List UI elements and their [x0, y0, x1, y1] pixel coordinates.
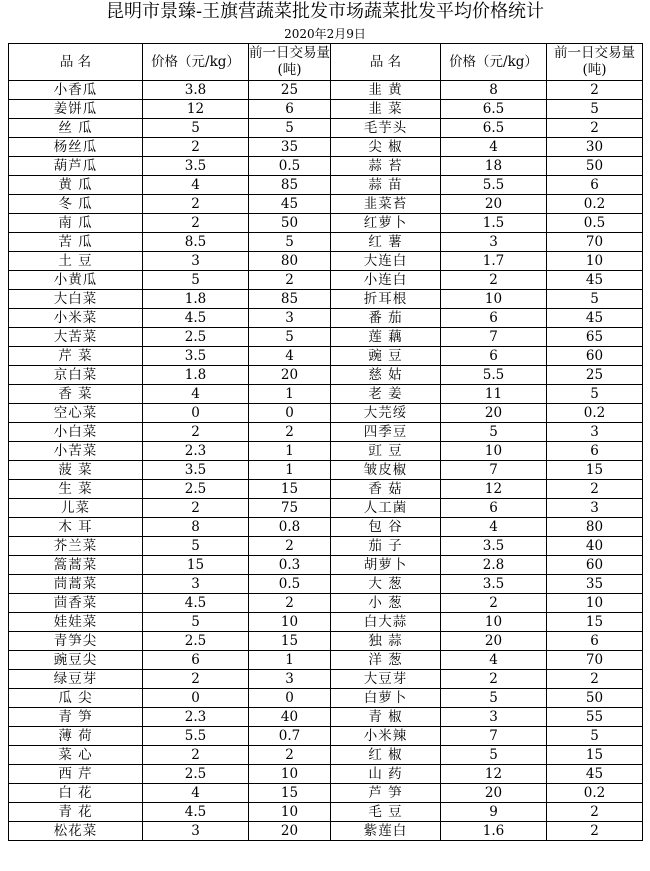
- volume-left: 40: [249, 708, 331, 727]
- volume-left: 20: [249, 822, 331, 841]
- volume-left: 3: [249, 309, 331, 328]
- vegetable-name-left: 冬 瓜: [9, 195, 143, 214]
- price-right: 7: [441, 727, 547, 746]
- price-left: 2: [143, 670, 249, 689]
- volume-right: 50: [547, 689, 643, 708]
- price-left: 5: [143, 271, 249, 290]
- volume-right: 65: [547, 328, 643, 347]
- price-right: 4: [441, 138, 547, 157]
- price-right: 4: [441, 651, 547, 670]
- price-right: 2.8: [441, 556, 547, 575]
- table-row: [9, 214, 643, 233]
- volume-left: 15: [249, 784, 331, 803]
- vegetable-name-left: 娃娃菜: [9, 613, 143, 632]
- vegetable-name-left: 青 花: [9, 803, 143, 822]
- vegetable-name-right: 尖 椒: [331, 138, 441, 157]
- volume-left: 2: [249, 594, 331, 613]
- vegetable-name-left: 空心菜: [9, 404, 143, 423]
- vegetable-name-right: 折耳根: [331, 290, 441, 309]
- volume-right: 5: [547, 385, 643, 404]
- volume-left: 0: [249, 404, 331, 423]
- price-right: 3.5: [441, 575, 547, 594]
- vegetable-name-right: 山 药: [331, 765, 441, 784]
- vegetable-name-right: 毛芋头: [331, 119, 441, 138]
- volume-left: 0.5: [249, 575, 331, 594]
- price-left: 3: [143, 822, 249, 841]
- price-right: 10: [441, 290, 547, 309]
- table-row: [9, 138, 643, 157]
- vegetable-name-right: 小 葱: [331, 594, 441, 613]
- vegetable-name-left: 小米菜: [9, 309, 143, 328]
- vegetable-name-right: 韭菜苔: [331, 195, 441, 214]
- price-left: 3: [143, 252, 249, 271]
- price-right: 20: [441, 195, 547, 214]
- table-row: [9, 613, 643, 632]
- table-row: [9, 233, 643, 252]
- price-right: 12: [441, 765, 547, 784]
- vegetable-name-right: 豌 豆: [331, 347, 441, 366]
- table-row: [9, 100, 643, 119]
- vegetable-name-left: 菠 菜: [9, 461, 143, 480]
- price-left: 2.5: [143, 328, 249, 347]
- price-left: 4: [143, 784, 249, 803]
- volume-left: 1: [249, 651, 331, 670]
- price-left: 3.5: [143, 347, 249, 366]
- header-volume-right: 前一日交易量(吨): [547, 44, 643, 81]
- vegetable-name-left: 小白菜: [9, 423, 143, 442]
- price-right: 5.5: [441, 176, 547, 195]
- volume-right: 40: [547, 537, 643, 556]
- vegetable-name-right: 独 蒜: [331, 632, 441, 651]
- price-left: 5.5: [143, 727, 249, 746]
- volume-right: 5: [547, 100, 643, 119]
- volume-left: 5: [249, 233, 331, 252]
- table-row: [9, 328, 643, 347]
- table-row: [9, 575, 643, 594]
- table-row: [9, 727, 643, 746]
- volume-right: 45: [547, 765, 643, 784]
- vegetable-name-right: 莲 藕: [331, 328, 441, 347]
- price-right: 10: [441, 442, 547, 461]
- table-row: [9, 366, 643, 385]
- table-row: [9, 518, 643, 537]
- volume-left: 5: [249, 119, 331, 138]
- volume-left: 0.5: [249, 157, 331, 176]
- price-left: 15: [143, 556, 249, 575]
- vegetable-name-right: 洋 葱: [331, 651, 441, 670]
- vegetable-name-right: 人工菌: [331, 499, 441, 518]
- vegetable-name-left: 篙蒿菜: [9, 556, 143, 575]
- price-right: 7: [441, 328, 547, 347]
- vegetable-name-left: 芹 菜: [9, 347, 143, 366]
- vegetable-name-right: 小连白: [331, 271, 441, 290]
- volume-right: 10: [547, 594, 643, 613]
- vegetable-name-left: 绿豆芽: [9, 670, 143, 689]
- vegetable-name-left: 黄 瓜: [9, 176, 143, 195]
- volume-left: 15: [249, 632, 331, 651]
- vegetable-name-left: 小苦菜: [9, 442, 143, 461]
- price-left: 3.5: [143, 461, 249, 480]
- volume-right: 50: [547, 157, 643, 176]
- vegetable-name-right: 紫莲白: [331, 822, 441, 841]
- volume-left: 0.7: [249, 727, 331, 746]
- vegetable-name-left: 青 笋: [9, 708, 143, 727]
- header-price-right: 价格（元/kg）: [441, 44, 547, 81]
- vegetable-name-left: 姜饼瓜: [9, 100, 143, 119]
- vegetable-name-right: 番 茄: [331, 309, 441, 328]
- volume-right: 45: [547, 309, 643, 328]
- price-left: 2: [143, 746, 249, 765]
- table-row: [9, 271, 643, 290]
- volume-right: 2: [547, 803, 643, 822]
- price-left: 6: [143, 651, 249, 670]
- volume-right: 6: [547, 442, 643, 461]
- vegetable-name-left: 小香瓜: [9, 81, 143, 100]
- vegetable-name-right: 四季豆: [331, 423, 441, 442]
- volume-left: 6: [249, 100, 331, 119]
- vegetable-name-right: 大连白: [331, 252, 441, 271]
- volume-left: 3: [249, 670, 331, 689]
- price-left: 2: [143, 195, 249, 214]
- price-right: 6.5: [441, 119, 547, 138]
- vegetable-name-left: 木 耳: [9, 518, 143, 537]
- table-row: [9, 822, 643, 841]
- vegetable-name-left: 茴香菜: [9, 594, 143, 613]
- volume-right: 6: [547, 632, 643, 651]
- table-row: [9, 119, 643, 138]
- table-row: [9, 556, 643, 575]
- volume-left: 0.3: [249, 556, 331, 575]
- vegetable-name-right: 红 薯: [331, 233, 441, 252]
- table-row: [9, 689, 643, 708]
- table-row: [9, 81, 643, 100]
- vegetable-name-right: 蒜 苔: [331, 157, 441, 176]
- vegetable-name-right: 小米辣: [331, 727, 441, 746]
- table-row: [9, 385, 643, 404]
- volume-right: 10: [547, 252, 643, 271]
- volume-left: 2: [249, 271, 331, 290]
- vegetable-name-left: 大苦菜: [9, 328, 143, 347]
- price-right: 1.5: [441, 214, 547, 233]
- volume-left: 25: [249, 81, 331, 100]
- price-left: 1.8: [143, 366, 249, 385]
- header-name-left: 品 名: [9, 44, 143, 81]
- price-right: 3: [441, 708, 547, 727]
- price-right: 18: [441, 157, 547, 176]
- volume-right: 25: [547, 366, 643, 385]
- price-right: 8: [441, 81, 547, 100]
- vegetable-name-right: 蒜 苗: [331, 176, 441, 195]
- vegetable-name-right: 茄 子: [331, 537, 441, 556]
- volume-left: 85: [249, 290, 331, 309]
- volume-left: 75: [249, 499, 331, 518]
- header-name-right: 品 名: [331, 44, 441, 81]
- table-row: [9, 784, 643, 803]
- volume-right: 30: [547, 138, 643, 157]
- table-row: [9, 461, 643, 480]
- price-right: 9: [441, 803, 547, 822]
- price-left: 2.5: [143, 632, 249, 651]
- vegetable-name-right: 豇 豆: [331, 442, 441, 461]
- volume-right: 0.5: [547, 214, 643, 233]
- vegetable-name-left: 葫芦瓜: [9, 157, 143, 176]
- price-left: 2.3: [143, 708, 249, 727]
- table-row: [9, 651, 643, 670]
- price-left: 2.3: [143, 442, 249, 461]
- volume-right: 35: [547, 575, 643, 594]
- vegetable-name-right: 红 椒: [331, 746, 441, 765]
- vegetable-name-right: 红萝卜: [331, 214, 441, 233]
- price-left: 2: [143, 214, 249, 233]
- table-row: [9, 347, 643, 366]
- vegetable-name-right: 大芫绥: [331, 404, 441, 423]
- table-row: [9, 442, 643, 461]
- volume-right: 15: [547, 746, 643, 765]
- price-left: 3.8: [143, 81, 249, 100]
- vegetable-name-right: 芦 笋: [331, 784, 441, 803]
- vegetable-name-right: 老 姜: [331, 385, 441, 404]
- table-row: [9, 309, 643, 328]
- vegetable-name-left: 儿菜: [9, 499, 143, 518]
- volume-right: 3: [547, 423, 643, 442]
- volume-right: 5: [547, 727, 643, 746]
- vegetable-name-right: 胡萝卜: [331, 556, 441, 575]
- volume-left: 10: [249, 765, 331, 784]
- volume-right: 2: [547, 480, 643, 499]
- price-left: 2: [143, 423, 249, 442]
- price-left: 8.5: [143, 233, 249, 252]
- price-left: 12: [143, 100, 249, 119]
- price-left: 2: [143, 499, 249, 518]
- table-row: [9, 765, 643, 784]
- volume-right: 70: [547, 233, 643, 252]
- vegetable-name-right: 包 谷: [331, 518, 441, 537]
- header-price-left: 价格（元/kg）: [143, 44, 249, 81]
- header-volume-left: 前一日交易量(吨): [249, 44, 331, 81]
- vegetable-name-right: 韭 菜: [331, 100, 441, 119]
- vegetable-name-left: 青笋尖: [9, 632, 143, 651]
- price-left: 4.5: [143, 594, 249, 613]
- vegetable-name-left: 土 豆: [9, 252, 143, 271]
- price-right: 20: [441, 632, 547, 651]
- price-right: 11: [441, 385, 547, 404]
- table-body: [9, 81, 643, 841]
- vegetable-name-left: 京白菜: [9, 366, 143, 385]
- price-right: 1.6: [441, 822, 547, 841]
- vegetable-name-left: 菜 心: [9, 746, 143, 765]
- price-left: 0: [143, 689, 249, 708]
- report-date: 2020年2月9日: [284, 27, 366, 41]
- price-right: 2: [441, 594, 547, 613]
- volume-right: 15: [547, 613, 643, 632]
- volume-right: 0.2: [547, 195, 643, 214]
- price-left: 4: [143, 176, 249, 195]
- volume-left: 4: [249, 347, 331, 366]
- volume-left: 0: [249, 689, 331, 708]
- price-right: 3: [441, 233, 547, 252]
- vegetable-name-left: 南 瓜: [9, 214, 143, 233]
- price-right: 20: [441, 404, 547, 423]
- table-row: [9, 252, 643, 271]
- volume-right: 6: [547, 176, 643, 195]
- price-left: 3.5: [143, 157, 249, 176]
- price-left: 3: [143, 575, 249, 594]
- volume-right: 2: [547, 670, 643, 689]
- vegetable-name-left: 生 菜: [9, 480, 143, 499]
- volume-right: 5: [547, 290, 643, 309]
- volume-right: 60: [547, 347, 643, 366]
- table-header-row: [9, 44, 643, 81]
- volume-right: 70: [547, 651, 643, 670]
- price-left: 2: [143, 138, 249, 157]
- vegetable-name-right: 皱皮椒: [331, 461, 441, 480]
- price-right: 6.5: [441, 100, 547, 119]
- volume-right: 80: [547, 518, 643, 537]
- volume-left: 1: [249, 461, 331, 480]
- price-left: 5: [143, 537, 249, 556]
- table-row: [9, 594, 643, 613]
- volume-left: 10: [249, 613, 331, 632]
- vegetable-name-left: 白 花: [9, 784, 143, 803]
- price-right: 6: [441, 347, 547, 366]
- vegetable-name-left: 西 芹: [9, 765, 143, 784]
- volume-right: 15: [547, 461, 643, 480]
- table-row: [9, 290, 643, 309]
- volume-left: 2: [249, 746, 331, 765]
- price-left: 8: [143, 518, 249, 537]
- volume-right: 2: [547, 81, 643, 100]
- vegetable-name-left: 丝 瓜: [9, 119, 143, 138]
- price-right: 10: [441, 613, 547, 632]
- price-right: 5: [441, 423, 547, 442]
- vegetable-name-left: 芥兰菜: [9, 537, 143, 556]
- price-right: 6: [441, 499, 547, 518]
- price-left: 5: [143, 613, 249, 632]
- volume-left: 1: [249, 385, 331, 404]
- volume-right: 60: [547, 556, 643, 575]
- price-left: 1.8: [143, 290, 249, 309]
- vegetable-name-right: 白大蒜: [331, 613, 441, 632]
- vegetable-name-left: 松花菜: [9, 822, 143, 841]
- volume-right: 45: [547, 271, 643, 290]
- vegetable-name-right: 大 葱: [331, 575, 441, 594]
- vegetable-name-left: 杨丝瓜: [9, 138, 143, 157]
- price-right: 3.5: [441, 537, 547, 556]
- price-right: 5: [441, 689, 547, 708]
- vegetable-name-left: 小黄瓜: [9, 271, 143, 290]
- volume-right: 55: [547, 708, 643, 727]
- table-row: [9, 176, 643, 195]
- price-right: 7: [441, 461, 547, 480]
- volume-right: 0.2: [547, 784, 643, 803]
- table-row: [9, 670, 643, 689]
- volume-right: 2: [547, 822, 643, 841]
- page-title: 昆明市景臻-王旗营蔬菜批发市场蔬菜批发平均价格统计: [105, 1, 545, 22]
- table-row: [9, 537, 643, 556]
- vegetable-name-right: 大豆芽: [331, 670, 441, 689]
- price-left: 0: [143, 404, 249, 423]
- table-row: [9, 195, 643, 214]
- table-row: [9, 480, 643, 499]
- volume-left: 35: [249, 138, 331, 157]
- vegetable-name-right: 白萝卜: [331, 689, 441, 708]
- price-right: 20: [441, 784, 547, 803]
- vegetable-name-left: 瓜 尖: [9, 689, 143, 708]
- volume-right: 2: [547, 119, 643, 138]
- vegetable-name-right: 青 椒: [331, 708, 441, 727]
- volume-left: 20: [249, 366, 331, 385]
- table-row: [9, 423, 643, 442]
- price-right: 1.7: [441, 252, 547, 271]
- vegetable-name-right: 毛 豆: [331, 803, 441, 822]
- price-left: 2.5: [143, 765, 249, 784]
- volume-left: 10: [249, 803, 331, 822]
- table-row: [9, 708, 643, 727]
- volume-left: 2: [249, 537, 331, 556]
- table-row: [9, 803, 643, 822]
- price-right: 6: [441, 309, 547, 328]
- price-table: [8, 43, 643, 841]
- volume-left: 2: [249, 423, 331, 442]
- vegetable-name-right: 慈 姑: [331, 366, 441, 385]
- price-right: 12: [441, 480, 547, 499]
- price-left: 4.5: [143, 803, 249, 822]
- volume-left: 15: [249, 480, 331, 499]
- price-left: 2.5: [143, 480, 249, 499]
- vegetable-name-left: 香 菜: [9, 385, 143, 404]
- volume-left: 80: [249, 252, 331, 271]
- price-right: 5: [441, 746, 547, 765]
- volume-left: 85: [249, 176, 331, 195]
- vegetable-name-right: 香 菇: [331, 480, 441, 499]
- volume-left: 50: [249, 214, 331, 233]
- price-left: 4.5: [143, 309, 249, 328]
- table-row: [9, 157, 643, 176]
- vegetable-name-left: 薄 荷: [9, 727, 143, 746]
- price-right: 5.5: [441, 366, 547, 385]
- volume-left: 1: [249, 442, 331, 461]
- table-row: [9, 404, 643, 423]
- vegetable-name-left: 苦 瓜: [9, 233, 143, 252]
- price-right: 4: [441, 518, 547, 537]
- volume-right: 3: [547, 499, 643, 518]
- vegetable-name-left: 茼蒿菜: [9, 575, 143, 594]
- volume-left: 45: [249, 195, 331, 214]
- vegetable-name-left: 大白菜: [9, 290, 143, 309]
- table-row: [9, 632, 643, 651]
- volume-left: 0.8: [249, 518, 331, 537]
- vegetable-name-right: 韭 黄: [331, 81, 441, 100]
- price-left: 4: [143, 385, 249, 404]
- vegetable-name-left: 豌豆尖: [9, 651, 143, 670]
- volume-left: 5: [249, 328, 331, 347]
- price-left: 5: [143, 119, 249, 138]
- price-right: 2: [441, 670, 547, 689]
- table-row: [9, 746, 643, 765]
- price-right: 2: [441, 271, 547, 290]
- table-row: [9, 499, 643, 518]
- volume-right: 0.2: [547, 404, 643, 423]
